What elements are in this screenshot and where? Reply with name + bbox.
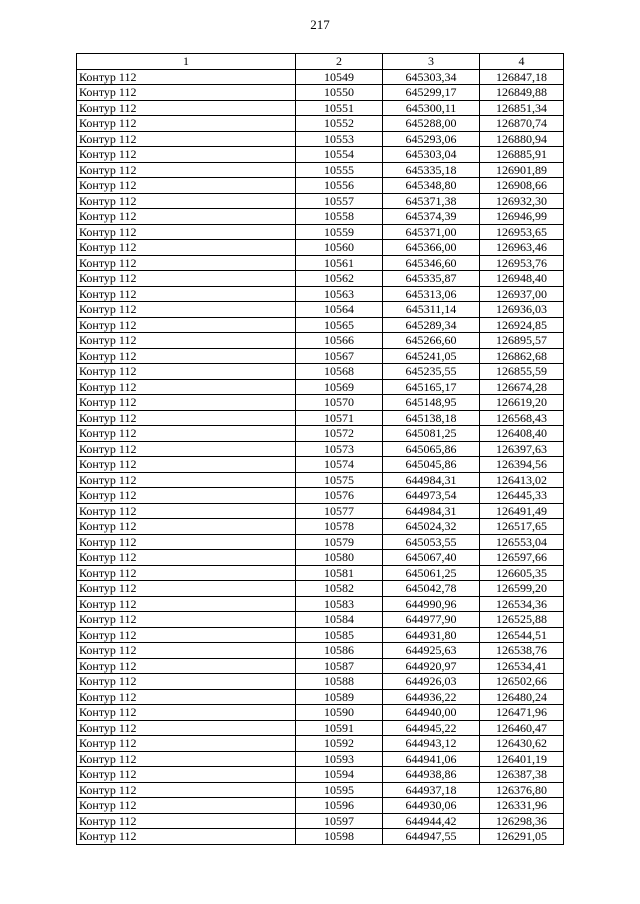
y-coordinate-cell: 126937,00 <box>480 286 564 302</box>
point-number-cell: 10553 <box>296 131 383 147</box>
point-number-cell: 10575 <box>296 472 383 488</box>
table-row <box>77 565 564 581</box>
y-coordinate-cell: 126885,91 <box>480 147 564 163</box>
contour-cell: Контур 112 <box>77 441 296 457</box>
table-row <box>77 116 564 132</box>
table-row <box>77 379 564 395</box>
x-coordinate-cell: 645371,38 <box>383 193 480 209</box>
table-row <box>77 240 564 256</box>
contour-cell: Контур 112 <box>77 534 296 550</box>
point-number-cell: 10596 <box>296 798 383 814</box>
point-number-cell: 10595 <box>296 782 383 798</box>
x-coordinate-cell: 645303,34 <box>383 69 480 85</box>
x-coordinate-cell: 645241,05 <box>383 348 480 364</box>
point-number-cell: 10572 <box>296 426 383 442</box>
y-coordinate-cell: 126413,02 <box>480 472 564 488</box>
point-number-cell: 10590 <box>296 705 383 721</box>
coordinates-table <box>76 53 564 845</box>
y-coordinate-cell: 126376,80 <box>480 782 564 798</box>
table-row <box>77 519 564 535</box>
x-coordinate-cell: 644990,96 <box>383 596 480 612</box>
contour-cell: Контур 112 <box>77 131 296 147</box>
x-coordinate-cell: 645348,80 <box>383 178 480 194</box>
contour-cell: Контур 112 <box>77 224 296 240</box>
contour-cell: Контур 112 <box>77 271 296 287</box>
contour-cell: Контур 112 <box>77 255 296 271</box>
contour-cell: Контур 112 <box>77 736 296 752</box>
header-col-3: 3 <box>383 54 480 70</box>
table-row <box>77 317 564 333</box>
table-row <box>77 426 564 442</box>
y-coordinate-cell: 126502,66 <box>480 674 564 690</box>
table-row <box>77 643 564 659</box>
point-number-cell: 10564 <box>296 302 383 318</box>
contour-cell: Контур 112 <box>77 519 296 535</box>
table-row <box>77 131 564 147</box>
point-number-cell: 10549 <box>296 69 383 85</box>
contour-cell: Контур 112 <box>77 565 296 581</box>
point-number-cell: 10559 <box>296 224 383 240</box>
table-row <box>77 178 564 194</box>
contour-cell: Контур 112 <box>77 85 296 101</box>
point-number-cell: 10567 <box>296 348 383 364</box>
contour-cell: Контур 112 <box>77 503 296 519</box>
table-row <box>77 255 564 271</box>
y-coordinate-cell: 126538,76 <box>480 643 564 659</box>
y-coordinate-cell: 126855,59 <box>480 364 564 380</box>
x-coordinate-cell: 644938,86 <box>383 767 480 783</box>
table-row <box>77 689 564 705</box>
contour-cell: Контур 112 <box>77 705 296 721</box>
y-coordinate-cell: 126544,51 <box>480 627 564 643</box>
point-number-cell: 10587 <box>296 658 383 674</box>
table-row <box>77 705 564 721</box>
table-row <box>77 736 564 752</box>
table-row <box>77 829 564 845</box>
y-coordinate-cell: 126401,19 <box>480 751 564 767</box>
contour-cell: Контур 112 <box>77 178 296 194</box>
x-coordinate-cell: 644931,80 <box>383 627 480 643</box>
x-coordinate-cell: 644941,06 <box>383 751 480 767</box>
table-body <box>77 69 564 844</box>
contour-cell: Контур 112 <box>77 69 296 85</box>
point-number-cell: 10578 <box>296 519 383 535</box>
contour-cell: Контур 112 <box>77 116 296 132</box>
point-number-cell: 10563 <box>296 286 383 302</box>
y-coordinate-cell: 126908,66 <box>480 178 564 194</box>
point-number-cell: 10561 <box>296 255 383 271</box>
x-coordinate-cell: 644984,31 <box>383 503 480 519</box>
y-coordinate-cell: 126534,41 <box>480 658 564 674</box>
x-coordinate-cell: 645293,06 <box>383 131 480 147</box>
contour-cell: Контур 112 <box>77 488 296 504</box>
x-coordinate-cell: 644937,18 <box>383 782 480 798</box>
table-row <box>77 550 564 566</box>
contour-cell: Контур 112 <box>77 658 296 674</box>
table-row <box>77 193 564 209</box>
y-coordinate-cell: 126597,66 <box>480 550 564 566</box>
x-coordinate-cell: 644945,22 <box>383 720 480 736</box>
y-coordinate-cell: 126517,65 <box>480 519 564 535</box>
contour-cell: Контур 112 <box>77 612 296 628</box>
contour-cell: Контур 112 <box>77 689 296 705</box>
contour-cell: Контур 112 <box>77 426 296 442</box>
point-number-cell: 10579 <box>296 534 383 550</box>
table-row <box>77 100 564 116</box>
contour-cell: Контур 112 <box>77 147 296 163</box>
table-row <box>77 674 564 690</box>
y-coordinate-cell: 126534,36 <box>480 596 564 612</box>
x-coordinate-cell: 645288,00 <box>383 116 480 132</box>
table-row <box>77 286 564 302</box>
table-row <box>77 69 564 85</box>
table-row <box>77 581 564 597</box>
x-coordinate-cell: 644944,42 <box>383 813 480 829</box>
x-coordinate-cell: 645081,25 <box>383 426 480 442</box>
x-coordinate-cell: 645148,95 <box>383 395 480 411</box>
table-row <box>77 751 564 767</box>
point-number-cell: 10594 <box>296 767 383 783</box>
point-number-cell: 10552 <box>296 116 383 132</box>
point-number-cell: 10577 <box>296 503 383 519</box>
point-number-cell: 10569 <box>296 379 383 395</box>
table-row <box>77 534 564 550</box>
point-number-cell: 10588 <box>296 674 383 690</box>
contour-cell: Контур 112 <box>77 395 296 411</box>
table-row <box>77 147 564 163</box>
x-coordinate-cell: 645042,78 <box>383 581 480 597</box>
table-row <box>77 596 564 612</box>
point-number-cell: 10555 <box>296 162 383 178</box>
x-coordinate-cell: 645067,40 <box>383 550 480 566</box>
header-row <box>77 54 564 70</box>
y-coordinate-cell: 126851,34 <box>480 100 564 116</box>
point-number-cell: 10576 <box>296 488 383 504</box>
point-number-cell: 10580 <box>296 550 383 566</box>
contour-cell: Контур 112 <box>77 379 296 395</box>
x-coordinate-cell: 645311,14 <box>383 302 480 318</box>
x-coordinate-cell: 645165,17 <box>383 379 480 395</box>
x-coordinate-cell: 645346,60 <box>383 255 480 271</box>
point-number-cell: 10586 <box>296 643 383 659</box>
table-row <box>77 488 564 504</box>
x-coordinate-cell: 644925,63 <box>383 643 480 659</box>
y-coordinate-cell: 126599,20 <box>480 581 564 597</box>
y-coordinate-cell: 126553,04 <box>480 534 564 550</box>
point-number-cell: 10584 <box>296 612 383 628</box>
contour-cell: Контур 112 <box>77 813 296 829</box>
table-row <box>77 209 564 225</box>
table-row <box>77 271 564 287</box>
x-coordinate-cell: 644930,06 <box>383 798 480 814</box>
point-number-cell: 10582 <box>296 581 383 597</box>
y-coordinate-cell: 126901,89 <box>480 162 564 178</box>
x-coordinate-cell: 644977,90 <box>383 612 480 628</box>
point-number-cell: 10571 <box>296 410 383 426</box>
contour-cell: Контур 112 <box>77 767 296 783</box>
point-number-cell: 10558 <box>296 209 383 225</box>
x-coordinate-cell: 644926,03 <box>383 674 480 690</box>
y-coordinate-cell: 126491,49 <box>480 503 564 519</box>
y-coordinate-cell: 126408,40 <box>480 426 564 442</box>
y-coordinate-cell: 126387,38 <box>480 767 564 783</box>
table-row <box>77 364 564 380</box>
point-number-cell: 10573 <box>296 441 383 457</box>
y-coordinate-cell: 126298,36 <box>480 813 564 829</box>
contour-cell: Контур 112 <box>77 348 296 364</box>
y-coordinate-cell: 126605,35 <box>480 565 564 581</box>
contour-cell: Контур 112 <box>77 333 296 349</box>
table-row <box>77 348 564 364</box>
x-coordinate-cell: 644943,12 <box>383 736 480 752</box>
point-number-cell: 10565 <box>296 317 383 333</box>
y-coordinate-cell: 126291,05 <box>480 829 564 845</box>
y-coordinate-cell: 126946,99 <box>480 209 564 225</box>
y-coordinate-cell: 126471,96 <box>480 705 564 721</box>
y-coordinate-cell: 126924,85 <box>480 317 564 333</box>
table-row <box>77 302 564 318</box>
contour-cell: Контур 112 <box>77 457 296 473</box>
y-coordinate-cell: 126870,74 <box>480 116 564 132</box>
x-coordinate-cell: 645266,60 <box>383 333 480 349</box>
point-number-cell: 10551 <box>296 100 383 116</box>
x-coordinate-cell: 645138,18 <box>383 410 480 426</box>
x-coordinate-cell: 645299,17 <box>383 85 480 101</box>
point-number-cell: 10589 <box>296 689 383 705</box>
point-number-cell: 10556 <box>296 178 383 194</box>
y-coordinate-cell: 126880,94 <box>480 131 564 147</box>
y-coordinate-cell: 126619,20 <box>480 395 564 411</box>
x-coordinate-cell: 644920,97 <box>383 658 480 674</box>
point-number-cell: 10560 <box>296 240 383 256</box>
point-number-cell: 10593 <box>296 751 383 767</box>
x-coordinate-cell: 645335,87 <box>383 271 480 287</box>
y-coordinate-cell: 126936,03 <box>480 302 564 318</box>
point-number-cell: 10562 <box>296 271 383 287</box>
x-coordinate-cell: 645024,32 <box>383 519 480 535</box>
contour-cell: Контур 112 <box>77 302 296 318</box>
x-coordinate-cell: 645061,25 <box>383 565 480 581</box>
point-number-cell: 10592 <box>296 736 383 752</box>
y-coordinate-cell: 126397,63 <box>480 441 564 457</box>
x-coordinate-cell: 644984,31 <box>383 472 480 488</box>
contour-cell: Контур 112 <box>77 410 296 426</box>
contour-cell: Контур 112 <box>77 550 296 566</box>
contour-cell: Контур 112 <box>77 596 296 612</box>
contour-cell: Контур 112 <box>77 100 296 116</box>
point-number-cell: 10568 <box>296 364 383 380</box>
table-row <box>77 472 564 488</box>
y-coordinate-cell: 126963,46 <box>480 240 564 256</box>
table-row <box>77 627 564 643</box>
contour-cell: Контур 112 <box>77 364 296 380</box>
contour-cell: Контур 112 <box>77 162 296 178</box>
table-row <box>77 813 564 829</box>
contour-cell: Контур 112 <box>77 798 296 814</box>
x-coordinate-cell: 644947,55 <box>383 829 480 845</box>
table-row <box>77 782 564 798</box>
y-coordinate-cell: 126331,96 <box>480 798 564 814</box>
point-number-cell: 10591 <box>296 720 383 736</box>
y-coordinate-cell: 126862,68 <box>480 348 564 364</box>
contour-cell: Контур 112 <box>77 209 296 225</box>
point-number-cell: 10557 <box>296 193 383 209</box>
x-coordinate-cell: 645235,55 <box>383 364 480 380</box>
header-col-2: 2 <box>296 54 383 70</box>
contour-cell: Контур 112 <box>77 193 296 209</box>
table-row <box>77 333 564 349</box>
x-coordinate-cell: 645303,04 <box>383 147 480 163</box>
contour-cell: Контур 112 <box>77 751 296 767</box>
contour-cell: Контур 112 <box>77 581 296 597</box>
y-coordinate-cell: 126445,33 <box>480 488 564 504</box>
point-number-cell: 10581 <box>296 565 383 581</box>
x-coordinate-cell: 645366,00 <box>383 240 480 256</box>
x-coordinate-cell: 645313,06 <box>383 286 480 302</box>
table-row <box>77 612 564 628</box>
contour-cell: Контур 112 <box>77 720 296 736</box>
table-row <box>77 162 564 178</box>
table-row <box>77 441 564 457</box>
point-number-cell: 10583 <box>296 596 383 612</box>
x-coordinate-cell: 645045,86 <box>383 457 480 473</box>
y-coordinate-cell: 126849,88 <box>480 85 564 101</box>
y-coordinate-cell: 126430,62 <box>480 736 564 752</box>
contour-cell: Контур 112 <box>77 782 296 798</box>
point-number-cell: 10566 <box>296 333 383 349</box>
x-coordinate-cell: 645053,55 <box>383 534 480 550</box>
y-coordinate-cell: 126953,76 <box>480 255 564 271</box>
y-coordinate-cell: 126948,40 <box>480 271 564 287</box>
table-row <box>77 85 564 101</box>
contour-cell: Контур 112 <box>77 643 296 659</box>
x-coordinate-cell: 645300,11 <box>383 100 480 116</box>
point-number-cell: 10598 <box>296 829 383 845</box>
contour-cell: Контур 112 <box>77 286 296 302</box>
point-number-cell: 10574 <box>296 457 383 473</box>
y-coordinate-cell: 126847,18 <box>480 69 564 85</box>
x-coordinate-cell: 645371,00 <box>383 224 480 240</box>
y-coordinate-cell: 126932,30 <box>480 193 564 209</box>
contour-cell: Контур 112 <box>77 317 296 333</box>
y-coordinate-cell: 126953,65 <box>480 224 564 240</box>
y-coordinate-cell: 126460,47 <box>480 720 564 736</box>
y-coordinate-cell: 126895,57 <box>480 333 564 349</box>
y-coordinate-cell: 126674,28 <box>480 379 564 395</box>
point-number-cell: 10597 <box>296 813 383 829</box>
table-row <box>77 767 564 783</box>
y-coordinate-cell: 126480,24 <box>480 689 564 705</box>
page-number: 217 <box>310 17 330 32</box>
x-coordinate-cell: 645335,18 <box>383 162 480 178</box>
y-coordinate-cell: 126525,88 <box>480 612 564 628</box>
table-row <box>77 224 564 240</box>
contour-cell: Контур 112 <box>77 627 296 643</box>
x-coordinate-cell: 644973,54 <box>383 488 480 504</box>
table-row <box>77 720 564 736</box>
table-row <box>77 395 564 411</box>
point-number-cell: 10554 <box>296 147 383 163</box>
table-row <box>77 410 564 426</box>
x-coordinate-cell: 644936,22 <box>383 689 480 705</box>
point-number-cell: 10550 <box>296 85 383 101</box>
point-number-cell: 10570 <box>296 395 383 411</box>
contour-cell: Контур 112 <box>77 674 296 690</box>
table-row <box>77 798 564 814</box>
contour-cell: Контур 112 <box>77 829 296 845</box>
point-number-cell: 10585 <box>296 627 383 643</box>
y-coordinate-cell: 126394,56 <box>480 457 564 473</box>
x-coordinate-cell: 645374,39 <box>383 209 480 225</box>
table-header <box>77 54 564 70</box>
contour-cell: Контур 112 <box>77 240 296 256</box>
table-row <box>77 658 564 674</box>
contour-cell: Контур 112 <box>77 472 296 488</box>
x-coordinate-cell: 644940,00 <box>383 705 480 721</box>
header-col-4: 4 <box>480 54 564 70</box>
table-row <box>77 457 564 473</box>
header-col-1: 1 <box>77 54 296 70</box>
y-coordinate-cell: 126568,43 <box>480 410 564 426</box>
x-coordinate-cell: 645065,86 <box>383 441 480 457</box>
x-coordinate-cell: 645289,34 <box>383 317 480 333</box>
table-row <box>77 503 564 519</box>
